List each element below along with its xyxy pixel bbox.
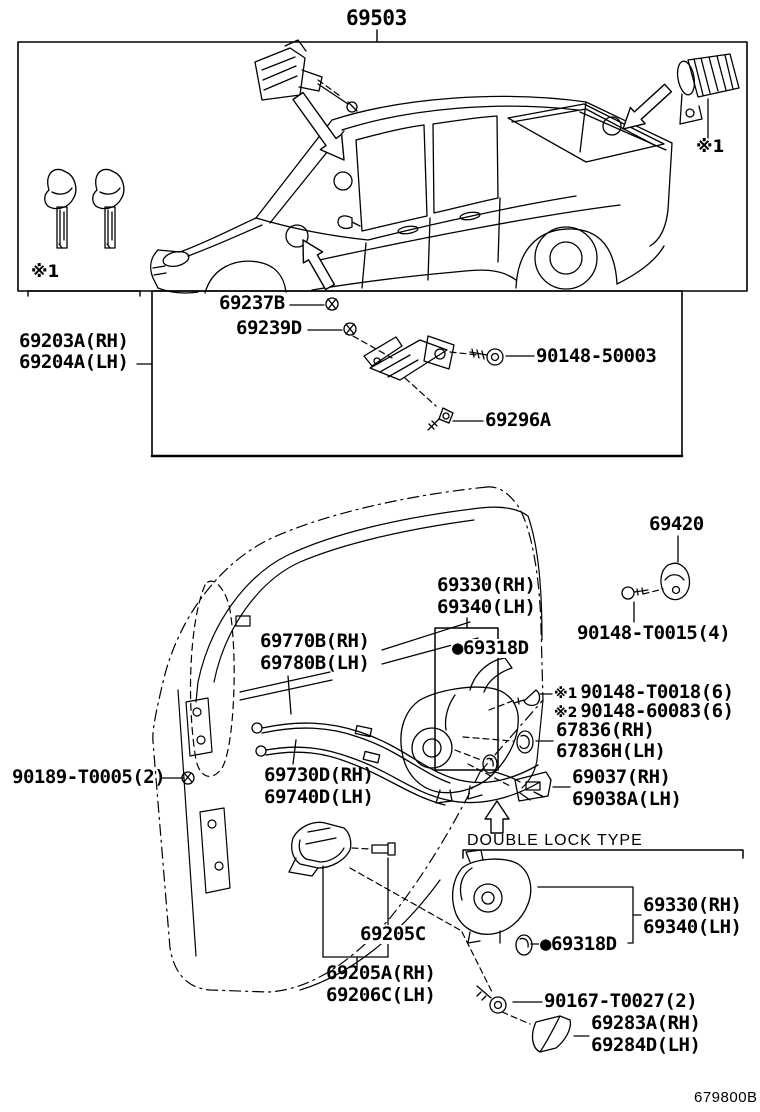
label-69203A-rh: 69203A(RH)	[19, 330, 129, 352]
label-69340-lh: 69340(LH)	[437, 596, 536, 618]
label-90148-50003: 90148-50003	[536, 345, 657, 367]
keys-note-symbol: ※1	[31, 262, 60, 282]
double-lock-heading: DOUBLE LOCK TYPE	[467, 832, 643, 849]
label-69730D-rh: 69730D(RH)	[264, 764, 374, 786]
label-69318D: ●69318D	[452, 637, 529, 659]
note1-symbol: ※1	[554, 686, 578, 702]
door-lock-assembly-drawing	[401, 658, 520, 803]
page-code: 679800B	[694, 1089, 758, 1106]
cylinder-note-symbol: ※1	[696, 137, 725, 157]
door-check-drawing	[326, 298, 503, 430]
truck-drawing	[151, 96, 672, 293]
note2-symbol: ※2	[554, 705, 578, 721]
label-90148-T0015: 90148-T0015(4)	[577, 622, 731, 644]
label-69206C-lh: 69206C(LH)	[326, 984, 436, 1006]
label-69340-lh-dl: 69340(LH)	[643, 916, 742, 938]
hinge-box-frame	[152, 291, 682, 456]
label-67836H-lh: 67836H(LH)	[556, 740, 666, 762]
keys-drawing	[45, 169, 124, 248]
label-90148-60083: 90148-60083(6)	[580, 700, 734, 722]
label-69770B-rh: 69770B(RH)	[260, 630, 370, 652]
label-69284D-lh: 69284D(LH)	[591, 1034, 701, 1056]
label-69204A-lh: 69204A(LH)	[19, 351, 129, 373]
label-69740D-lh: 69740D(LH)	[264, 786, 374, 808]
double-lock-frame	[463, 850, 743, 858]
key-cylinder-drawing	[675, 54, 739, 138]
label-69330-rh-dl: 69330(RH)	[643, 894, 742, 916]
label-69330-rh: 69330(RH)	[437, 574, 536, 596]
dashed-leaders	[318, 80, 666, 1024]
label-69237B: 69237B	[219, 292, 285, 314]
label-69780B-lh: 69780B(LH)	[260, 652, 370, 674]
label-69037-rh: 69037(RH)	[572, 766, 671, 788]
rear-door-drawing	[153, 487, 543, 992]
striker-drawing	[622, 536, 690, 622]
label-69038A-lh: 69038A(LH)	[572, 788, 682, 810]
label-69205C: 69205C	[360, 923, 426, 945]
label-90148-T0018: 90148-T0018(6)	[580, 681, 734, 703]
outside-handle-drawing	[289, 822, 395, 876]
label-69239D: 69239D	[236, 317, 302, 339]
label-69420: 69420	[649, 513, 704, 535]
label-69205A-rh: 69205A(RH)	[326, 962, 436, 984]
label-69318D-dl: ●69318D	[540, 933, 617, 955]
label-67836-rh: 67836(RH)	[556, 719, 655, 741]
label-69283A-rh: 69283A(RH)	[591, 1012, 701, 1034]
label-69296A: 69296A	[485, 409, 551, 431]
label-90189-T0005: 90189-T0005(2)	[12, 766, 166, 788]
overview-box-frame	[18, 30, 747, 296]
diagram-title-69503: 69503	[346, 6, 407, 30]
double-lock-assembly-drawing	[453, 850, 532, 955]
label-90167-T0027: 90167-T0027(2)	[544, 990, 698, 1012]
